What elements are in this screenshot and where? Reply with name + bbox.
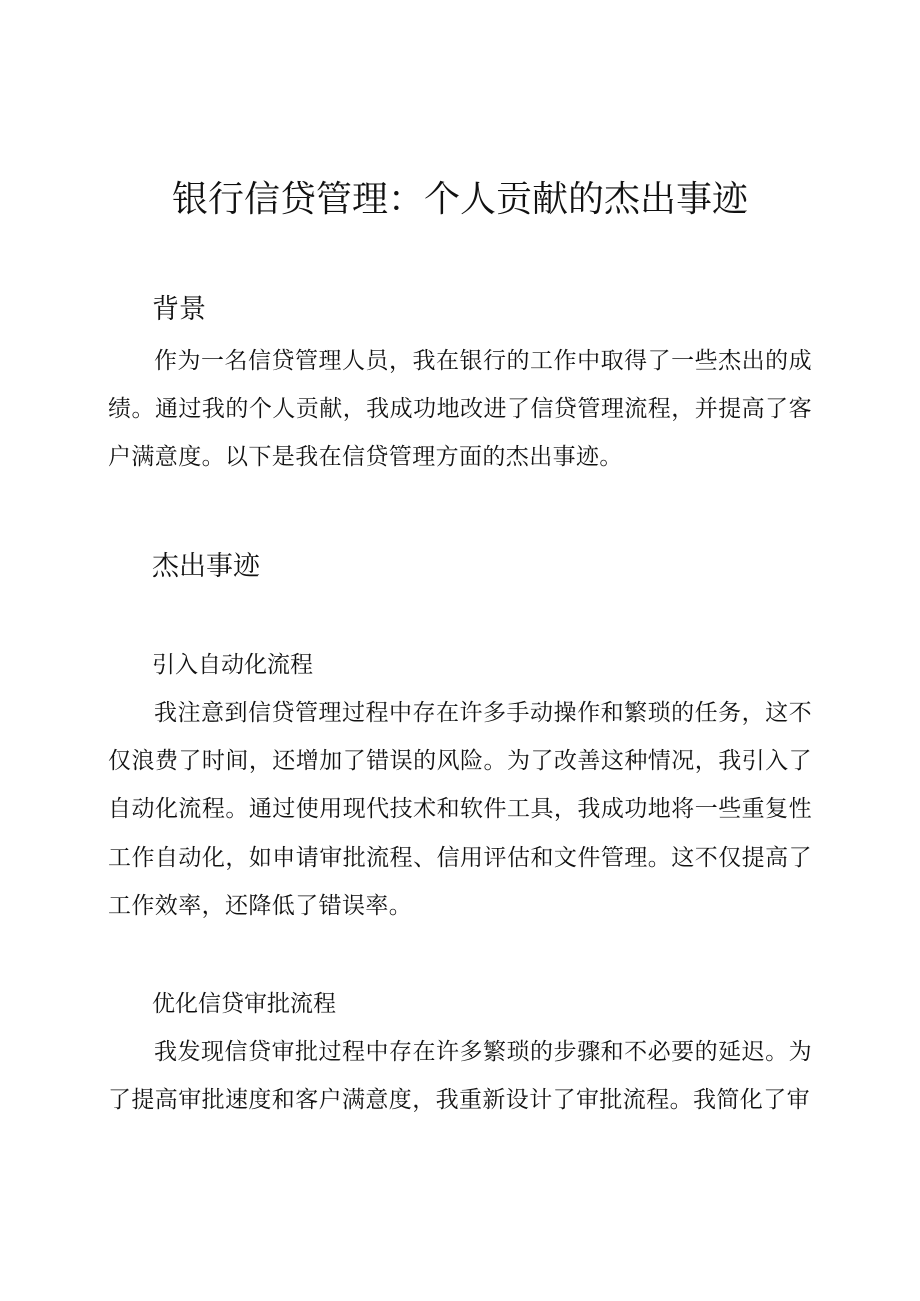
background-paragraph: 作为一名信贷管理人员，我在银行的工作中取得了一些杰出的成绩。通过我的个人贡献，我成功地改进了信贷管理流程，并提高了客户满意度。以下是我在信贷管理方面的杰出事迹。 — [108, 348, 812, 471]
section-heading-outstanding-deeds: 杰出事迹 — [152, 551, 260, 582]
section-heading-background: 背景 — [152, 294, 206, 325]
document-title: 银行信贷管理：个人贡献的杰出事迹 — [171, 179, 748, 220]
subsection-heading-approval: 优化信贷审批流程 — [152, 991, 336, 1017]
subsection-heading-automation: 引入自动化流程 — [152, 652, 313, 678]
automation-paragraph: 我注意到信贷管理过程中存在许多手动操作和繁琐的任务，这不仅浪费了时间，还增加了错误的风险。为了改善这种情况，我引入了自动化流程。通过使用现代技术和软件工具，我成功地将一些重复性工作自动化，如申请审批流程、信用评估和文件管理。这不仅提高了工作效率，还降低了错误率。 — [108, 700, 812, 919]
approval-paragraph: 我发现信贷审批过程中存在许多繁琐的步骤和不必要的延迟。为了提高审批速度和客户满意度，我重新设计了审批流程。我简化了审 — [108, 1039, 812, 1114]
